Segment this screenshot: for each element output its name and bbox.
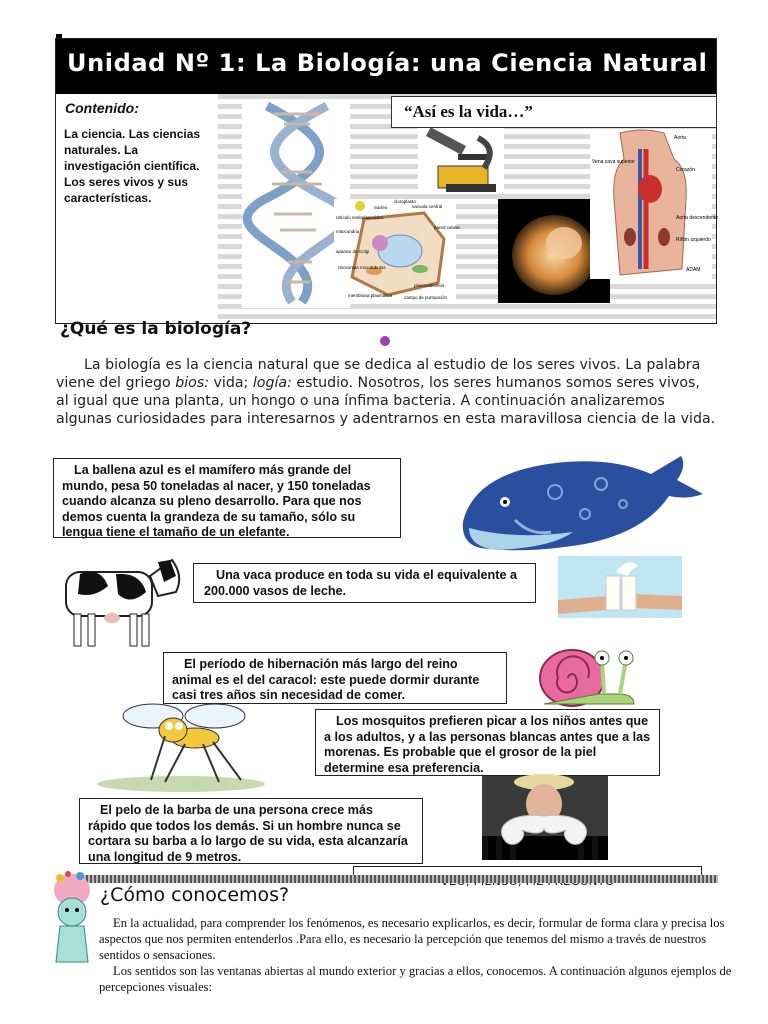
intro-text-c: estudio. Nosotros, los seres humanos somos seres vivos, al igual que una planta, un hongo o una ínfima bacteria. A continuación analizaremos algunas curiosidades para interesarnos y adentrarnos en esta maravillosa ciencia de la vida. bbox=[56, 375, 716, 427]
fact-text: La ballena azul es el mamífero más grande del mundo, pesa 50 toneladas al nacer, y 150 toneladas cuando alcanza su pleno desarrollo. Para que nos demos cuenta la grandeza de su tamaño, sólo su lengua tiene el tamaño de un elefante. bbox=[62, 463, 371, 539]
beard-man-image bbox=[482, 776, 608, 860]
fact-text: Una vaca produce en toda su vida el equivalente a 200.000 vasos de leche. bbox=[204, 568, 517, 598]
fact-box-mosquito bbox=[315, 709, 660, 776]
fact-text: El período de hibernación más largo del reino animal es el del caracol: este puede dormir durante casi tres años sin necesidad de comer. bbox=[172, 657, 480, 702]
quote-box: “Así es la vida…” bbox=[391, 96, 717, 128]
body-label-vena: Vena cava superior bbox=[592, 159, 635, 165]
purple-bead-icon bbox=[378, 334, 392, 348]
body-label-corazon: Corazón bbox=[676, 167, 695, 173]
body-label-adam: ADAM bbox=[686, 267, 701, 273]
whale-image bbox=[455, 440, 705, 558]
como-paragraph-2: Los sentidos son las ventanas abiertas al mundo exterior y gracias a ellos, conocemos. A continuación algunos ejemplos de percepciones visuales: bbox=[99, 964, 732, 994]
cell-label-pared: pared celular bbox=[434, 225, 461, 230]
cell-label-nucleo: núcleo bbox=[374, 205, 388, 210]
content-title: Contenido: bbox=[65, 100, 139, 116]
content-text: La ciencia. Las ciencias naturales. La investigación científica. Los seres vivos y sus características. bbox=[64, 127, 201, 205]
body-label-rinon: Riñón izquierdo bbox=[676, 237, 711, 243]
milk-glasses-image bbox=[558, 556, 682, 618]
intro-text-b: vida; bbox=[209, 375, 253, 391]
como-paragraph-1: En la actualidad, para comprender los fenómenos, es necesario explicarlos, es decir, formular de forma clara y precisa los aspectos que nos permiten entenderlos .Para ello, es necesario la percepción que tenemos del mismo a través de nuestros sentidos o sensaciones. bbox=[99, 916, 725, 962]
header-image-collage bbox=[218, 94, 716, 323]
section-title-biologia: ¿Qué es la biología? bbox=[60, 319, 252, 339]
intro-logia: logía: bbox=[252, 375, 292, 391]
cow-image bbox=[60, 546, 184, 652]
microscope-image bbox=[418, 128, 504, 194]
content-box bbox=[56, 94, 219, 323]
fact-box-cow bbox=[193, 563, 536, 603]
cell-label-plasmodesmos: plasmodesmos bbox=[414, 283, 445, 288]
cell-label-golgi: aparato de Golgi bbox=[336, 249, 370, 254]
cell-label-ribosomas: ribosomas microtúbulos bbox=[338, 265, 386, 270]
fact-text: El pelo de la barba de una persona crece más rápido que todos los demás. Si un hombre nunca se cortara su barba a lo largo de su vida, esta alcanzaría una longitud de 9 metros. bbox=[88, 803, 408, 864]
fact-text: Los mosquitos prefieren picar a los niños antes que a los adultos, y a las personas blancas antes que a las morenas. Es probable que el grosor de la piel determine esa preferencia. bbox=[324, 714, 651, 775]
intro-bios: bios: bbox=[175, 375, 209, 391]
unit-title: Unidad Nº 1: La Biología: una Ciencia Natural bbox=[56, 39, 716, 94]
body-label-aorta: Aorta bbox=[674, 135, 686, 141]
intro-text-a: La biología es la ciencia natural que se dedica al estudio de los seres vivos. La palabra viene del griego bbox=[56, 357, 701, 391]
yellow-bead-icon bbox=[353, 199, 367, 213]
circulatory-system-image bbox=[590, 129, 718, 279]
cell-label-cloroplasto: cloroplasto bbox=[394, 199, 416, 204]
cell-label-mitocondria: mitocondria bbox=[336, 229, 360, 234]
thinking-person-icon bbox=[46, 870, 96, 964]
unit-header bbox=[55, 38, 717, 324]
body-label-aorta-desc: Aorta descendente bbox=[676, 215, 718, 221]
cell-label-reticulo: retículo endoplasmático bbox=[336, 215, 384, 220]
divider-bar bbox=[82, 875, 718, 883]
plant-cell-diagram bbox=[334, 199, 461, 303]
fact-box-whale bbox=[53, 458, 401, 538]
mosquito-image bbox=[95, 694, 267, 792]
cell-label-vacuola: vacuola central bbox=[412, 204, 443, 209]
snail-image bbox=[538, 644, 638, 710]
fact-box-beard bbox=[79, 798, 423, 864]
intro-paragraph bbox=[56, 356, 716, 428]
cell-label-membrana: membrana plasmática bbox=[348, 293, 393, 298]
section-title-como: ¿Cómo conocemos? bbox=[100, 884, 290, 906]
como-paragraphs bbox=[99, 915, 744, 995]
cell-label-campo: campo de puntuación bbox=[404, 295, 448, 300]
